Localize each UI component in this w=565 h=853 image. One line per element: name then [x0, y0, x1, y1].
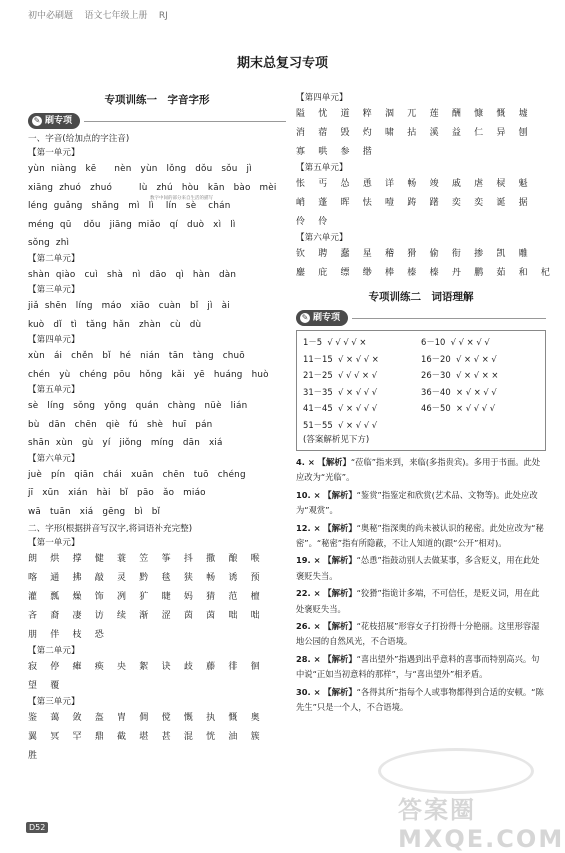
unit-label: 【第三单元】 — [28, 697, 80, 707]
grid-cell: 41－45 √ × √ √ √ — [303, 403, 378, 413]
pinyin-line: léng guǎng shǎng mì lì lín sè chán — [28, 201, 231, 211]
pinyin-line: xiāng zhuó zhuó lù zhú hòu kān bào mèi — [28, 182, 277, 193]
answer-text: “奥秘”指深奥的尚未被认识的秘密。此处应改为“秘密”。“秘密”指有所隐蔽，不让人知道的(跟“公开”相对)。 — [296, 522, 544, 549]
badge-brush-2: ✎ 刷专项 — [296, 310, 546, 326]
watermark: 答案圈 MXQE.COM — [398, 796, 565, 853]
running-header: 初中必刷题 语文七年级上册 RJ — [28, 11, 168, 21]
unit-label: 【第六单元】 — [28, 453, 80, 464]
grid-cell: 11－15 √ × √ √ × — [303, 353, 379, 364]
unit-label: 【第二单元】 — [28, 253, 80, 264]
answer-text: “花枝招展”形容女子打扮得十分艳丽。这里形容湿地公园的自然风光，不合语境。 — [296, 621, 540, 647]
pinyin-line: yùn niàng kē nèn yùn lǒng dǒu sǒu jì — [28, 164, 252, 174]
pinyin-line: wā tuān xiá gēng bì bǐ — [28, 506, 161, 517]
hanzi-line: 钦 聘 蠢 星 稽 猾 偷 衔 掺 凯 雕 — [296, 249, 533, 259]
pinyin-line: méng qū dǒu jiāng miǎo qí duò xì lì — [28, 219, 236, 230]
answer-item — [296, 652, 546, 683]
hanzi-line: 望 覆 — [28, 681, 65, 691]
grid-row — [303, 417, 539, 434]
unit-label: 【第五单元】 — [28, 385, 80, 395]
unit-label: 【第六单元】 — [296, 233, 348, 243]
answer-text: “各得其所”指每个人或事物都得到合适的安顿。“陈先生”只是一个人，不合语境。 — [296, 686, 544, 713]
hanzi-units — [28, 537, 286, 766]
hanzi-line: 鉴 蔼 敛 盔 胄 倜 傥 慨 执 慨 奥 — [28, 713, 265, 723]
answer-number: 12. × 【解析】 — [296, 522, 357, 533]
unit-label: 【第二单元】 — [28, 646, 80, 656]
hanzi-line: 胜 — [28, 751, 43, 761]
grid-cell: 46－50 × √ √ √ √ — [421, 403, 496, 413]
answer-number: 26. × 【解析】 — [296, 621, 357, 632]
unit-label: 【第一单元】 — [28, 538, 80, 548]
grid-cell: 31－35 √ × √ √ √ — [303, 386, 378, 397]
answer-item — [296, 521, 546, 552]
hanzi-line: 吝 裔 凄 访 续 渐 涩 茵 茵 咄 咄 — [28, 611, 265, 621]
grid-cell: 1－5 √ √ √ √ × — [303, 337, 367, 347]
answer-explanations — [296, 455, 546, 716]
hanzi-line: 朗 烘 撑 健 蓑 笠 筝 抖 撒 酿 喉 — [28, 554, 265, 564]
pinyin-line: shān xùn gù yí jiǒng míng dān xiá — [28, 438, 223, 448]
annotation-note: 数字中间的部分来自生活的描写 — [150, 196, 213, 201]
grid-cell — [421, 417, 539, 434]
answer-item — [296, 488, 546, 519]
hanzi-line: 喀 通 拂 敲 灵 黔 毯 狭 畅 诱 预 — [28, 573, 265, 583]
grid-cell: 51－55 √ × √ √ √ — [303, 419, 378, 430]
pinyin-line: kuò dǐ tì tǎng hǎn zhàn cù dù — [28, 319, 202, 330]
answer-grid — [296, 330, 546, 451]
page-title: 期末总复习专项 — [236, 56, 328, 71]
grid-row — [303, 384, 539, 401]
unit-label: 【第五单元】 — [296, 163, 348, 173]
answer-number: 19. × 【解析】 — [296, 555, 357, 566]
answer-item — [296, 553, 546, 584]
grid-row — [303, 351, 539, 368]
hanzi-line: 消 蓿 毁 灼 啸 拈 溪 益 仁 异 刨 — [296, 128, 533, 138]
right-column — [296, 92, 556, 718]
brush-icon: ✎ — [301, 313, 309, 322]
pinyin-line: shàn qiào cuì shà nì dāo qì hàn dàn — [28, 269, 237, 280]
left-column — [28, 92, 286, 766]
grid-note: (答案解析见下方) — [303, 435, 370, 445]
grid-row — [303, 367, 539, 384]
unit-label: 【第一单元】 — [28, 148, 80, 158]
grid-row — [303, 334, 539, 351]
unit-label: 【第四单元】 — [296, 93, 348, 103]
answer-number: 4. × 【解析】 — [296, 457, 351, 467]
badge-brush: ✎ 刷专项 — [28, 113, 286, 129]
section-title-2: 专项训练二 词语理解 — [368, 291, 474, 303]
answer-number: 28. × 【解析】 — [296, 653, 357, 664]
grid-cell: 26－30 √ × √ × × — [421, 370, 499, 380]
pinyin-line: xùn ái chěn bǐ hé nián tān tàng chuō — [28, 351, 245, 361]
pinyin-line: juè pín qiān chái xuān chēn tuō chéng — [28, 469, 246, 480]
pinyin-units — [28, 147, 286, 521]
answer-item — [296, 586, 546, 617]
pinyin-line: chén yù chéng pōu hǒng kǎi yē huáng huò — [28, 369, 269, 380]
pinyin-line: jī xūn xián hài bǐ pāo ǎo miáo — [28, 488, 206, 498]
answer-text: “鉴赏”指鉴定和欣赏(艺术品、文物等)。此处应改为“观赏”。 — [296, 489, 538, 516]
hanzi-line: 朋 伴 枝 恐 — [28, 630, 109, 640]
answer-text: “莅临”指来到，来临(多指贵宾)。多用于书面。此处应改为“光临”。 — [296, 457, 541, 483]
section-title-1: 专项训练一 字音字形 — [104, 94, 210, 106]
answer-number: 22. × 【解析】 — [296, 588, 357, 599]
part1-heading: 一、字音(给加点的字注音) — [28, 134, 130, 144]
hanzi-units-right — [296, 92, 556, 283]
part2-heading: 二、字形(根据拼音写汉字,将词语补充完整) — [28, 524, 193, 534]
grid-cell: 36－40 × √ × √ √ — [421, 386, 497, 397]
answer-item — [296, 685, 546, 716]
grid-cell: 21－25 √ √ √ × √ — [303, 370, 378, 380]
hanzi-line: 伶 伶 — [296, 217, 333, 227]
hanzi-line: 峭 蓬 晖 怯 噎 踌 躇 奕 奕 诞 据 — [296, 198, 533, 208]
pinyin-line: jiǎ shēn líng máo xiāo cuàn bǐ jì ài — [28, 301, 230, 311]
answer-item — [296, 619, 546, 650]
hanzi-line: 怅 丐 怂 恿 详 畅 竣 戚 虐 棂 魁 — [296, 179, 533, 189]
page-number: D52 — [26, 822, 48, 833]
pinyin-line: sè líng sǒng yǒng quán chàng nüè lián — [28, 401, 248, 411]
grid-cell: 6－10 √ √ × √ √ — [421, 337, 490, 347]
unit-label: 【第三单元】 — [28, 285, 80, 295]
hanzi-line: 灌 瓢 燥 饰 冽 犷 睫 妈 猜 范 檀 — [28, 592, 265, 602]
answer-number: 10. × 【解析】 — [296, 489, 357, 500]
answer-number: 30. × 【解析】 — [296, 686, 357, 697]
brush-icon: ✎ — [33, 116, 41, 125]
grid-row — [303, 400, 539, 417]
pinyin-line: sǒng zhì — [28, 238, 70, 248]
watermark-ring — [378, 748, 534, 794]
answer-text: “狡猾”指诡计多端，不可信任，是贬义词，用在此处褒贬失当。 — [296, 588, 540, 614]
answer-text: “喜出望外”指遇到出乎意料的喜事而特别高兴。句中说“正如当初意料的那样”，与“喜出望外”相矛盾。 — [296, 653, 540, 680]
hanzi-line: 寂 停 瘫 痪 央 絮 诀 歧 藤 徘 徊 — [28, 662, 265, 672]
hanzi-line: 隘 忧 道 粹 涸 兀 莲 酬 慷 慨 墟 — [296, 109, 533, 119]
hanzi-line: 鏖 庇 缥 缈 棒 榛 榛 丹 鹏 茹 和 杞 — [296, 268, 556, 278]
answer-item — [296, 455, 546, 486]
pinyin-line: bù dān chēn qiè fú shè huī pán — [28, 419, 213, 430]
unit-label: 【第四单元】 — [28, 335, 80, 345]
answer-text: “怂恿”指鼓动别人去做某事，多含贬义，用在此处褒贬失当。 — [296, 555, 540, 581]
hanzi-line: 翼 冥 罕 鼎 截 堪 甚 混 恍 油 簇 — [28, 732, 265, 742]
hanzi-line: 寡 哄 参 揩 — [296, 147, 377, 157]
grid-cell: 16－20 √ × √ × √ — [421, 353, 497, 364]
